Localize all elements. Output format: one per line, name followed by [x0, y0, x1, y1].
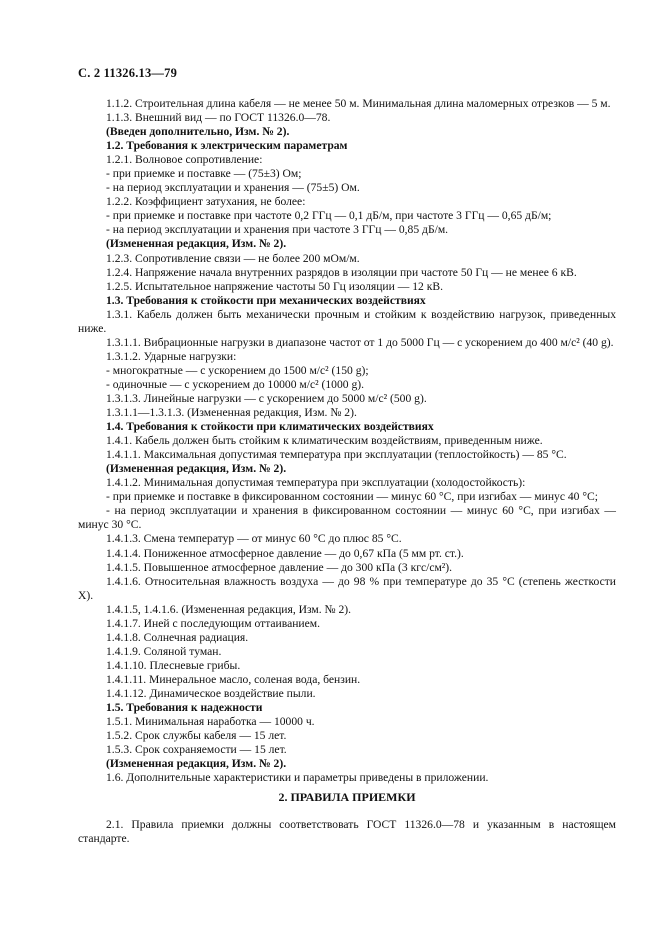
paragraph: 1.4.1.5, 1.4.1.6. (Измененная редакция, Изм. № 2).: [106, 602, 352, 616]
paragraph: - при приемке и поставке — (75±3) Ом;: [106, 167, 302, 181]
paragraph: 1.2. Требования к электрическим параметрам: [106, 139, 348, 153]
paragraph: (Измененная редакция, Изм. № 2).: [106, 462, 287, 476]
paragraph: 1.3.1.1. Вибрационные нагрузки в диапазоне частот от 1 до 5000 Гц — с ускорением до 400 м/с² (40 g).: [106, 335, 614, 349]
paragraph: 1.4.1.7. Иней с последующим оттаиванием.: [106, 616, 321, 630]
paragraph: 1.2.1. Волновое сопротивление:: [106, 153, 263, 167]
paragraph: - на период эксплуатации и хранения при частоте 3 ГГц — 0,85 дБ/м.: [106, 223, 449, 237]
page-header: С. 2 11326.13—79: [78, 66, 178, 80]
section-1-body: [78, 97, 616, 785]
paragraph: 1.4.1. Кабель должен быть стойким к климатическим воздействиям, приведенным ниже.: [106, 434, 543, 448]
paragraph: (Введен дополнительно, Изм. № 2).: [106, 125, 290, 139]
paragraph: 1.4.1.2. Минимальная допустимая температура при эксплуатации (холодостойкость):: [106, 476, 526, 490]
paragraph: 1.6. Дополнительные характеристики и параметры приведены в приложении.: [106, 771, 489, 785]
paragraph: - при приемке и поставке в фиксированном состоянии — минус 60 °С, при изгибах — минус 40 °С;: [106, 490, 598, 504]
paragraph: (Измененная редакция, Изм. № 2).: [106, 237, 287, 251]
paragraph: 1.4.1.4. Пониженное атмосферное давление — до 0,67 кПа (5 мм рт. ст.).: [106, 546, 464, 560]
paragraph: 1.1.2. Строительная длина кабеля — не менее 50 м. Минимальная длина маломерных отрезков — 5 м.: [106, 97, 611, 110]
paragraph: 1.2.5. Испытательное напряжение частоты 50 Гц изоляции — 12 кВ.: [106, 279, 443, 293]
paragraph: 1.3.1.3. Линейные нагрузки — с ускорением до 5000 м/с² (500 g).: [106, 391, 427, 405]
paragraph: 1.5.2. Срок службы кабеля — 15 лет.: [106, 729, 287, 743]
paragraph: 1.4.1.1. Максимальная допустимая температура при эксплуатации (теплостойкость) — 85 °С.: [106, 448, 567, 462]
paragraph: - многократные — с ускорением до 1500 м/с² (150 g);: [106, 363, 369, 377]
paragraph: 1.2.2. Коэффициент затухания, не более:: [106, 195, 306, 209]
paragraph: 1.3.1.1—1.3.1.3. (Измененная редакция, Изм. № 2).: [106, 406, 357, 420]
paragraph: 1.4.1.5. Повышенное атмосферное давление — до 300 кПа (3 кгс/см²).: [106, 560, 453, 574]
paragraph: 1.4.1.9. Соляной туман.: [106, 644, 222, 658]
paragraph: 1.5. Требования к надежности: [106, 701, 263, 715]
paragraph: 1.5.3. Срок сохраняемости — 15 лет.: [106, 743, 287, 757]
paragraph: 1.3.1. Кабель должен быть механически прочным и стойким к воздействию нагрузок, приведенных ниже.: [78, 307, 616, 335]
paragraph: 1.4.1.6. Относительная влажность воздуха — до 98 % при температуре до 35 °С (степень жесткости X).: [78, 574, 616, 602]
paragraph: - на период эксплуатации и хранения в фиксированном состоянии — минус 60 °С, при изгибах — минус 30 °С.: [78, 504, 616, 532]
paragraph: 1.2.4. Напряжение начала внутренних разрядов в изоляции при частоте 50 Гц — не менее 6 кВ.: [106, 265, 577, 279]
paragraph: - на период эксплуатации и хранения — (75±5) Ом.: [106, 181, 360, 195]
paragraph: 1.4.1.12. Динамическое воздействие пыли.: [106, 686, 316, 700]
paragraph: 1.4.1.3. Смена температур — от минус 60 °С до плюс 85 °С.: [106, 532, 402, 546]
paragraph: - одиночные — с ускорением до 10000 м/с² (1000 g).: [106, 377, 365, 391]
paragraph: 1.4.1.10. Плесневые грибы.: [106, 658, 241, 672]
paragraph: 1.2.3. Сопротивление связи — не более 200 мОм/м.: [106, 251, 360, 265]
paragraph: 1.4.1.8. Солнечная радиация.: [106, 630, 249, 644]
paragraph: (Измененная редакция, Изм. № 2).: [106, 757, 287, 771]
paragraph: 1.3. Требования к стойкости при механических воздействиях: [106, 293, 426, 307]
paragraph: 1.4.1.11. Минеральное масло, соленая вода, бензин.: [106, 672, 361, 686]
paragraph: 1.1.3. Внешний вид — по ГОСТ 11326.0—78.: [106, 111, 331, 125]
section-2-body: [78, 818, 616, 846]
paragraph: 1.3.1.2. Ударные нагрузки:: [106, 349, 237, 363]
paragraph: 1.5.1. Минимальная наработка — 10000 ч.: [106, 715, 315, 729]
paragraph: - при приемке и поставке при частоте 0,2 ГГц — 0,1 дБ/м, при частоте 3 ГГц — 0,65 дБ/м;: [106, 209, 552, 223]
paragraph: 1.4. Требования к стойкости при климатических воздействиях: [106, 420, 434, 434]
section-2-heading: 2. ПРАВИЛА ПРИЕМКИ: [278, 790, 416, 804]
paragraph-2-1: 2.1. Правила приемки должны соответствовать ГОСТ 11326.0—78 и указанным в настоящем стандарте.: [78, 818, 616, 846]
